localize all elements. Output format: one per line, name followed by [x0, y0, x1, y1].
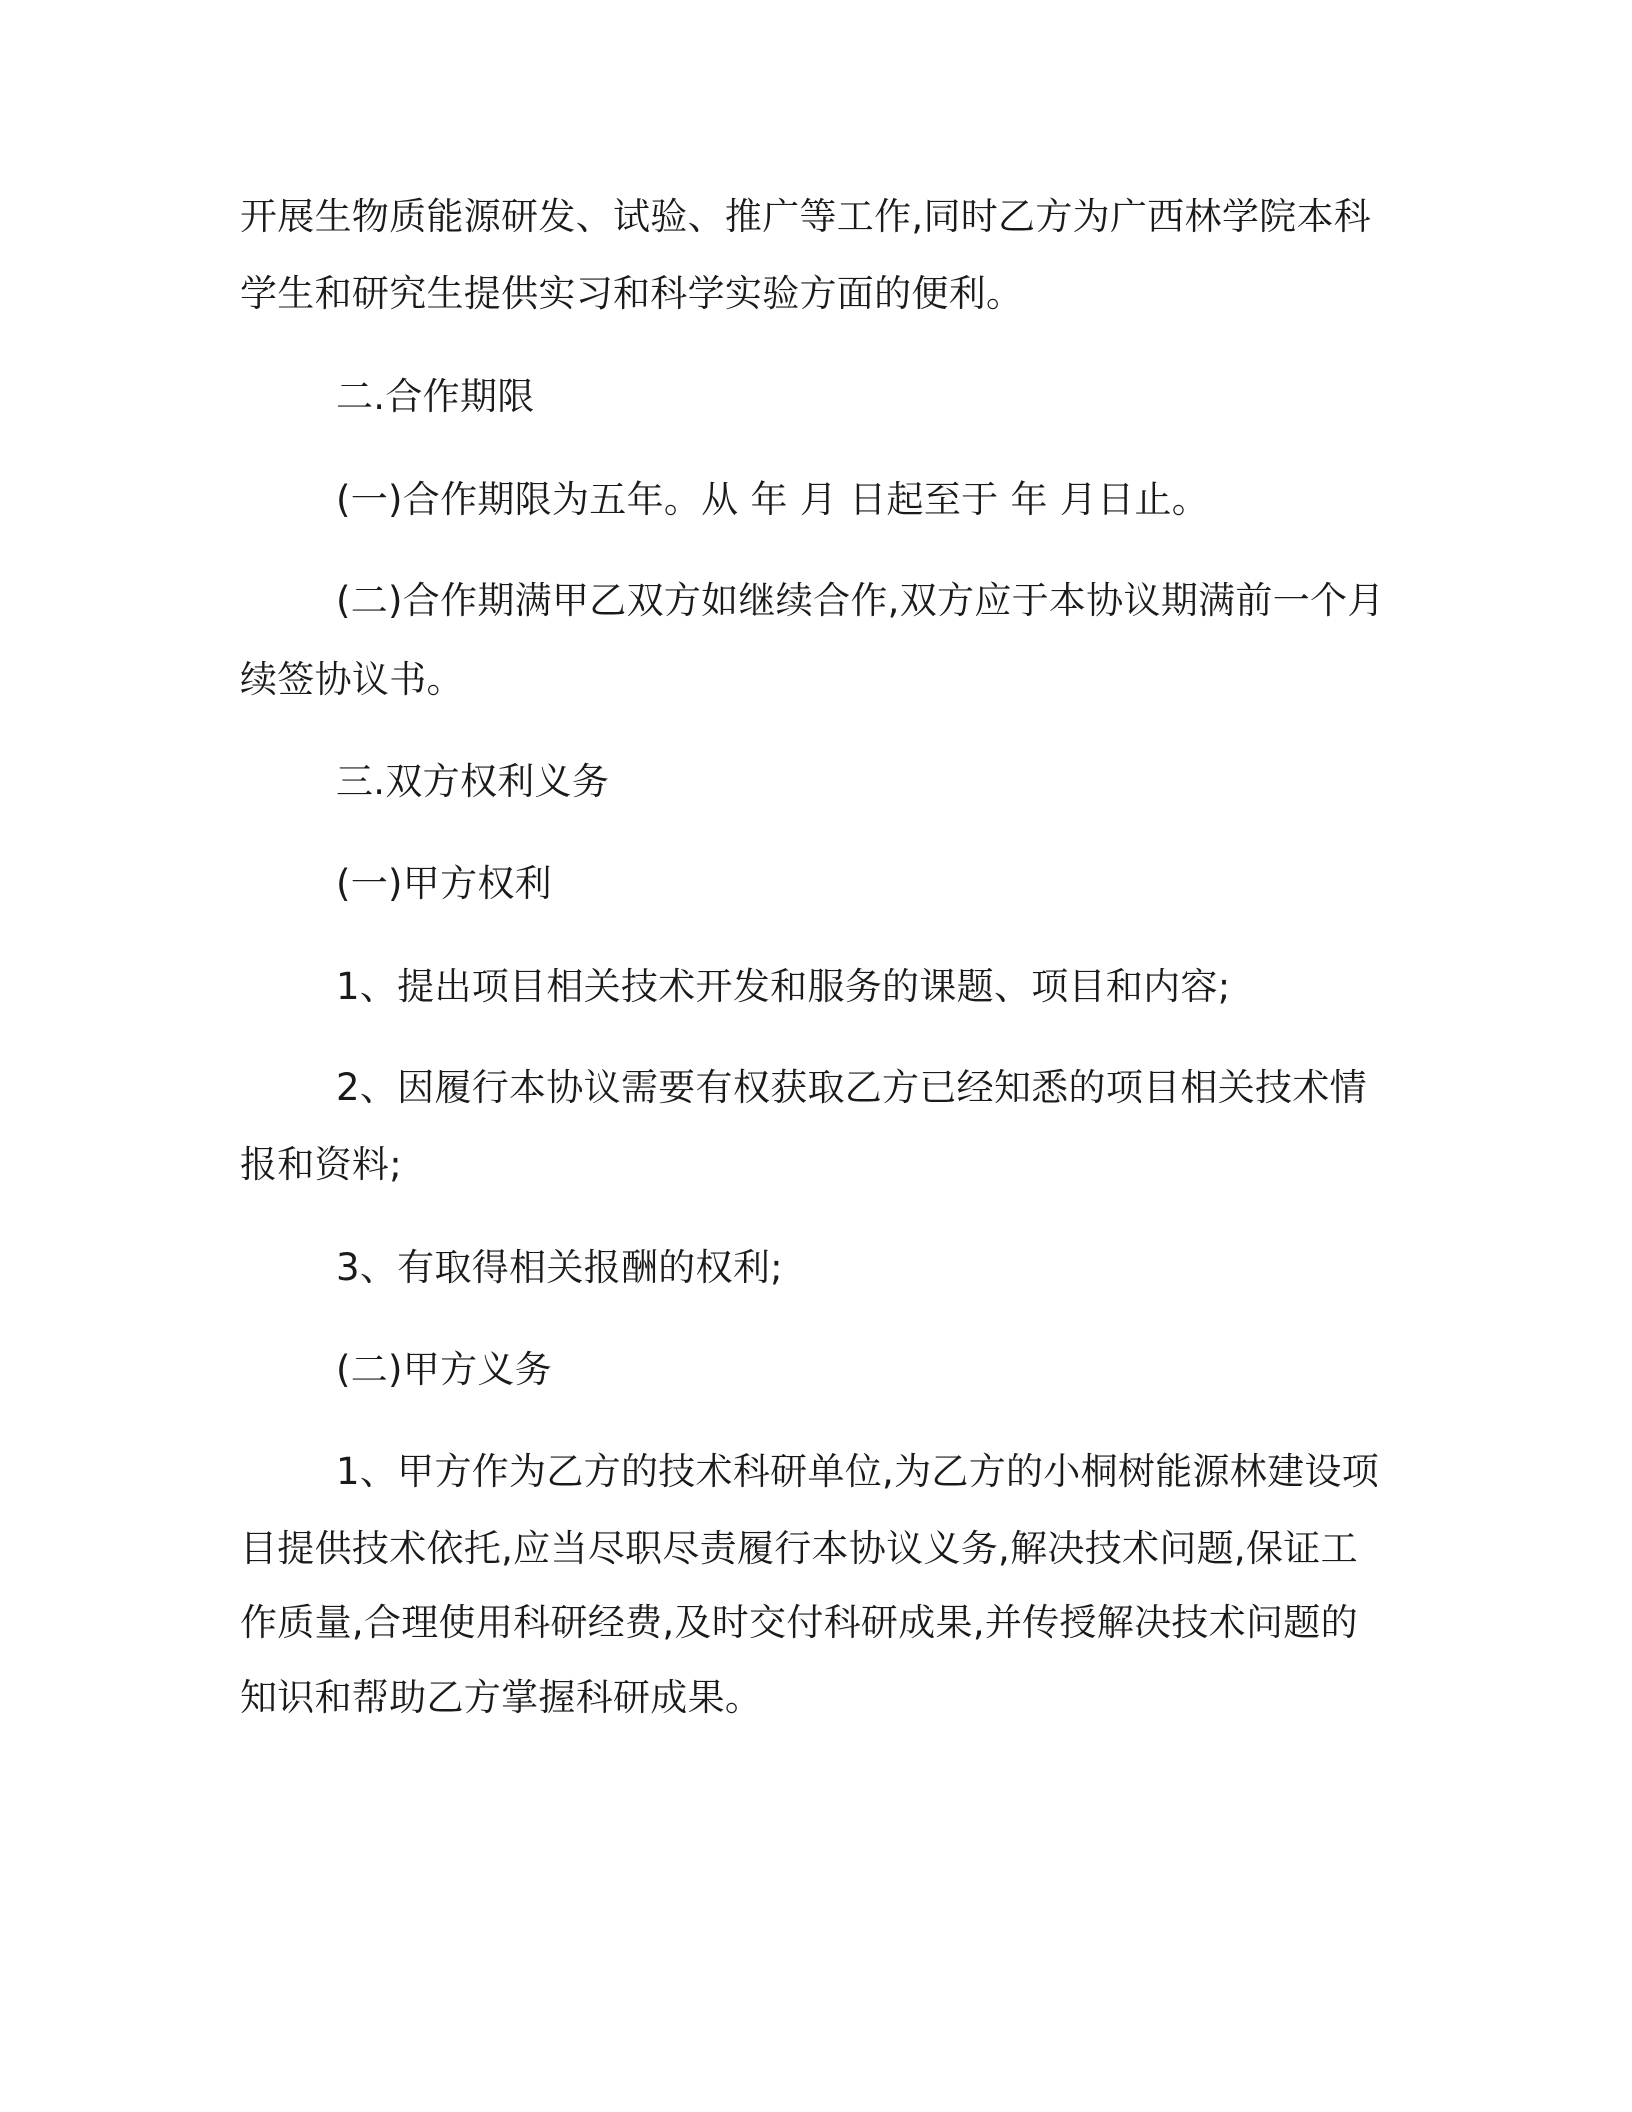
list-item-continuation: 报和资料; — [240, 1143, 402, 1186]
paragraph-line: (二)合作期满甲乙双方如继续合作,双方应于本协议期满前一个月 — [336, 579, 1385, 622]
list-item-continuation: 知识和帮助乙方掌握科研成果。 — [240, 1676, 763, 1719]
subsection-heading: (一)甲方权利 — [336, 862, 552, 905]
list-item: 1、提出项目相关技术开发和服务的课题、项目和内容; — [336, 965, 1231, 1008]
section-heading: 二.合作期限 — [336, 375, 535, 418]
paragraph-line: 学生和研究生提供实习和科学实验方面的便利。 — [240, 272, 1024, 315]
paragraph-line: 开展生物质能源研发、试验、推广等工作,同时乙方为广西林学院本科 — [240, 195, 1372, 238]
paragraph-line: 续签协议书。 — [240, 658, 464, 701]
list-item-continuation: 目提供技术依托,应当尽职尽责履行本协议义务,解决技术问题,保证工 — [240, 1527, 1358, 1570]
list-item: 2、因履行本协议需要有权获取乙方已经知悉的项目相关技术情 — [336, 1066, 1367, 1109]
subsection-heading: (二)甲方义务 — [336, 1348, 552, 1391]
list-item-continuation: 作质量,合理使用科研经费,及时交付科研成果,并传授解决技术问题的 — [240, 1601, 1358, 1644]
section-heading: 三.双方权利义务 — [336, 760, 610, 803]
list-item: 3、有取得相关报酬的权利; — [336, 1246, 783, 1289]
list-item: 1、甲方作为乙方的技术科研单位,为乙方的小桐树能源林建设项 — [336, 1450, 1379, 1493]
paragraph-line: (一)合作期限为五年。从 年 月 日起至于 年 月日止。 — [336, 478, 1210, 521]
